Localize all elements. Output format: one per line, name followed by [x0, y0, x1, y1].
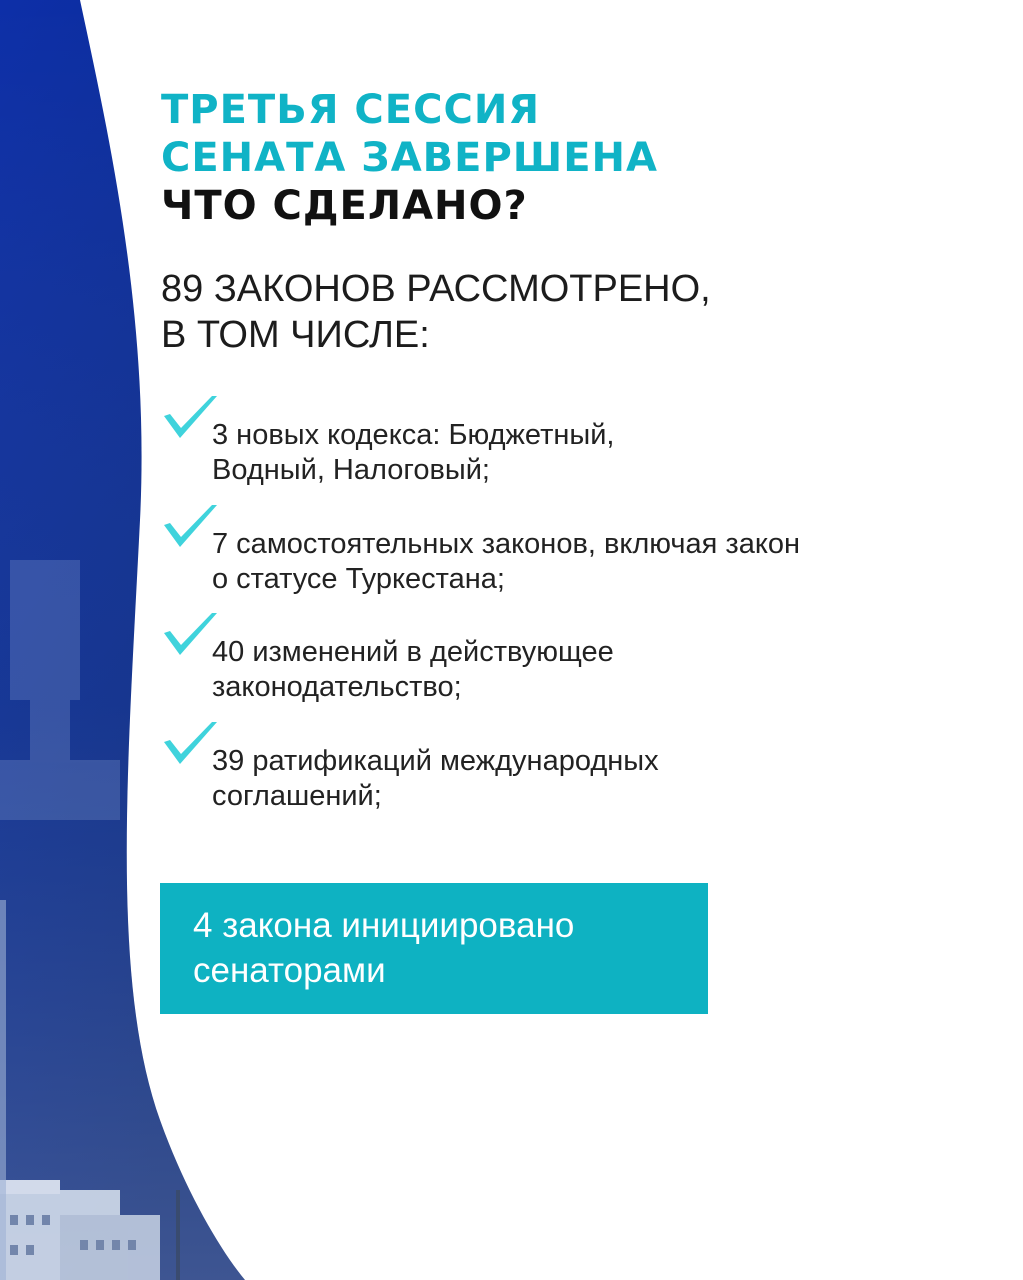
summary-line-1: 89 ЗАКОНОВ РАССМОТРЕНО, — [161, 268, 711, 310]
callout-box — [160, 883, 708, 1014]
list-item-text — [212, 418, 922, 488]
list-item-line-2: соглашений; — [212, 780, 382, 812]
title-line-1: ТРЕТЬЯ СЕССИЯ — [161, 87, 541, 133]
list-item-text — [212, 744, 922, 814]
list-item-text — [212, 635, 922, 705]
list-item — [160, 501, 920, 601]
list-item — [160, 392, 920, 492]
list-item-text — [212, 527, 922, 597]
list-item-line-1: 3 новых кодекса: Бюджетный, — [212, 419, 615, 451]
list-item — [160, 718, 920, 818]
list-item-line-1: 40 изменений в действующее — [212, 636, 614, 668]
list-item-line-1: 39 ратификаций международных — [212, 745, 659, 777]
list-item — [160, 609, 920, 709]
list-item-line-2: Водный, Налоговый; — [212, 454, 490, 486]
checkmark-icon — [160, 609, 220, 661]
summary-line-2: В ТОМ ЧИСЛЕ: — [161, 314, 430, 356]
callout-text — [193, 903, 693, 993]
list-item-line-1: 7 самостоятельных законов, включая закон — [212, 528, 801, 560]
checkmark-icon — [160, 392, 220, 444]
list-item-line-2: о статусе Туркестана; — [212, 563, 505, 595]
callout-line-1: 4 закона инициировано — [193, 906, 575, 945]
title-line-3: ЧТО СДЕЛАНО? — [161, 183, 528, 229]
page-title — [161, 86, 861, 230]
checkmark-icon — [160, 718, 220, 770]
callout-line-2: сенаторами — [193, 951, 386, 990]
checkmark-icon — [160, 501, 220, 553]
title-line-2: СЕНАТА ЗАВЕРШЕНА — [161, 135, 658, 181]
list-item-line-2: законодательство; — [212, 671, 462, 703]
summary-text — [161, 266, 861, 358]
